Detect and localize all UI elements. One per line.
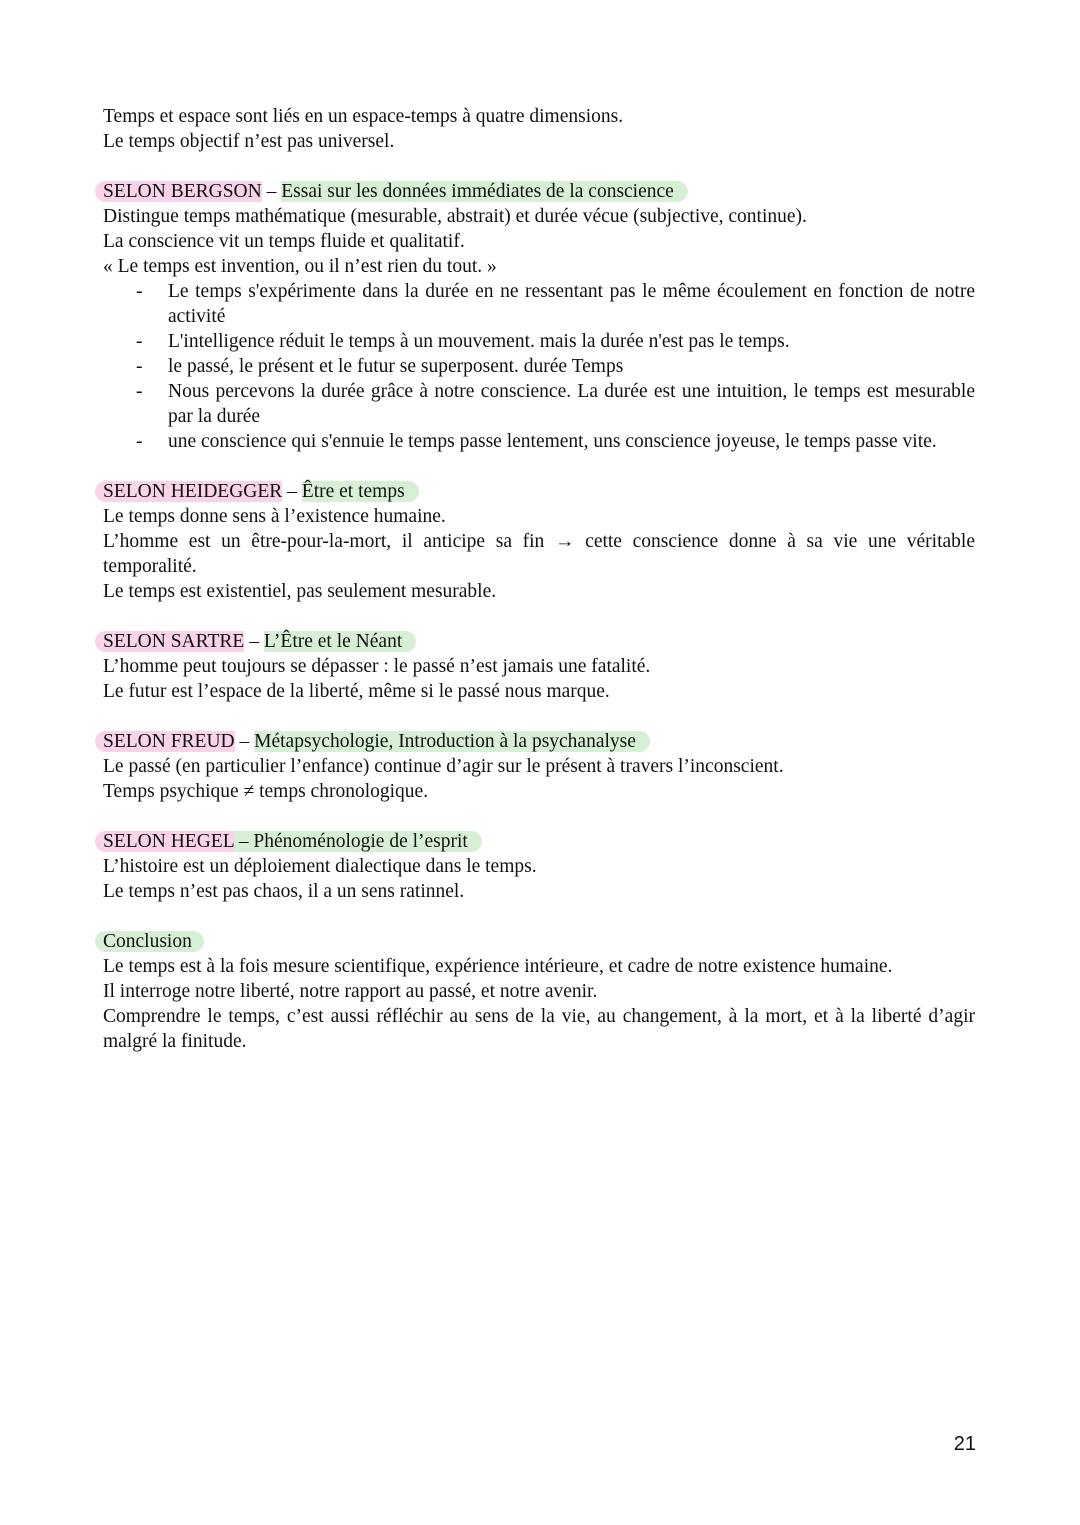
list-item: - L'intelligence réduit le temps à un mouvement. mais la durée n'est pas le temps.	[168, 329, 975, 354]
list-item: - Nous percevons la durée grâce à notre conscience. La durée est une intuition, le temps est mesurable par la durée	[168, 379, 975, 429]
intro-line: Temps et espace sont liés en un espace-temps à quatre dimensions.	[103, 106, 624, 127]
quote-line: « Le temps est invention, ou il n’est rien du tout. »	[103, 256, 497, 277]
body-line: Le passé (en particulier l’enfance) continue d’agir sur le présent à travers l’inconscient.	[103, 756, 784, 777]
page-content	[103, 104, 975, 1054]
list-item: - le passé, le présent et le futur se superposent. durée Temps	[168, 354, 975, 379]
freud-heading	[103, 729, 975, 754]
heading-separator: –	[261, 181, 282, 202]
intro-line: Le temps objectif n’est pas universel.	[103, 131, 395, 152]
work-title: Être et temps	[302, 481, 419, 502]
conclusion-heading	[103, 929, 975, 954]
freud-section	[103, 729, 975, 804]
body-line: Le temps est existentiel, pas seulement mesurable.	[103, 581, 497, 602]
body-line: L’histoire est un déploiement dialectique dans le temps.	[103, 856, 537, 877]
body-line: L’homme est un être-pour-la-mort, il anticipe sa fin → cette conscience donne à sa vie une véritable temporalité.	[103, 531, 975, 577]
body-line: L’homme peut toujours se dépasser : le passé n’est jamais une fatalité.	[103, 656, 651, 677]
sartre-section	[103, 629, 975, 704]
author-label: SELON SARTRE	[95, 631, 244, 652]
body-line: Le futur est l’espace de la liberté, même si le passé nous marque.	[103, 681, 610, 702]
hegel-section	[103, 829, 975, 904]
author-label: SELON FREUD	[95, 731, 235, 752]
author-label: SELON BERGSON	[95, 181, 262, 202]
list-item: - une conscience qui s'ennuie le temps passe lentement, uns conscience joyeuse, le temps passe vite.	[168, 429, 975, 454]
page-number: 21	[953, 1433, 976, 1455]
body-line: Comprendre le temps, c’est aussi réfléchir au sens de la vie, au changement, à la mort, et à la liberté d’agir malgré la finitude.	[103, 1006, 975, 1052]
body-line: Le temps est à la fois mesure scientifique, expérience intérieure, et cadre de notre existence humaine.	[103, 956, 893, 977]
list-item: - Le temps s'expérimente dans la durée en ne ressentant pas le même écoulement en fonction de notre activité	[168, 279, 975, 329]
work-title: Métapsychologie, Introduction à la psychanalyse	[254, 731, 650, 752]
work-title: Phénoménologie de l’esprit	[253, 831, 481, 852]
bergson-heading	[103, 179, 975, 204]
heading-separator: –	[282, 481, 302, 502]
conclusion-section	[103, 929, 975, 1054]
heidegger-section	[103, 479, 975, 604]
body-line: La conscience vit un temps fluide et qualitatif.	[103, 231, 465, 252]
author-label: SELON HEGEL	[95, 831, 234, 852]
heidegger-heading	[103, 479, 975, 504]
bergson-section	[103, 179, 975, 454]
intro-section	[103, 104, 975, 154]
sartre-heading	[103, 629, 975, 654]
body-line: Le temps donne sens à l’existence humaine.	[103, 506, 446, 527]
work-title: Essai sur les données immédiates de la conscience	[281, 181, 688, 202]
author-label: SELON HEIDEGGER	[95, 481, 282, 502]
body-line: Il interroge notre liberté, notre rapport au passé, et notre avenir.	[103, 981, 598, 1002]
heading-separator: –	[233, 831, 254, 852]
work-title: L’Être et le Néant	[264, 631, 416, 652]
hegel-heading	[103, 829, 975, 854]
bergson-bullet-list	[103, 279, 975, 454]
heading-separator: –	[244, 631, 264, 652]
conclusion-title: Conclusion	[95, 931, 204, 952]
heading-separator: –	[234, 731, 255, 752]
body-line: Le temps n’est pas chaos, il a un sens ratinnel.	[103, 881, 465, 902]
body-line: Temps psychique ≠ temps chronologique.	[103, 781, 429, 802]
body-line: Distingue temps mathématique (mesurable, abstrait) et durée vécue (subjective, continue).	[103, 206, 807, 227]
